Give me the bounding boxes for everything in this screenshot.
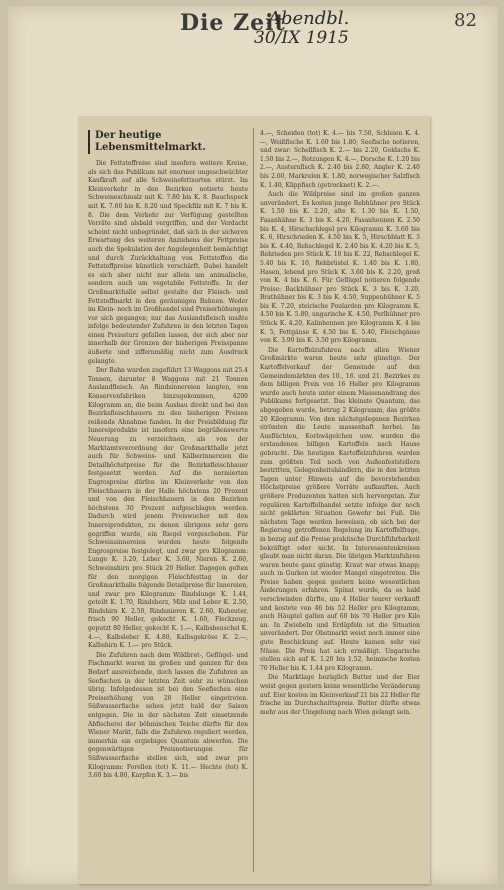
handwritten-edition-note: Abendbl. — [268, 8, 350, 29]
article-paragraph: Auch die Wildpreise sind im großen ganzen unverändert. Es kosten junge Rebhühner pro Stück K. 1.50 bis K. 2.20, alte K. 1.30 bis K. 1.50, Fasanhähne K. 3 bis K. 4.20, Fasanhennen K. 2.50 bis K. 4, Hirschschlegel pro Kilogramm K. 3.60 bis K. 6, Hirschrieden K. 4.50 bis K. 5, Hirschblatt K. 3 bis K. 4.40, Rehschlegel K. 2.40 bis K. 4.20 bis K. 5, Rehrieden pro Stück K. 10 bis K. 22, Rehschlegel K. 5.40 bis K. 10, Rehbrüstel K. 1.40 bis K. 1.80, Hasen, lebend pro Stück K. 3.60 bis K. 2.20, groß von K. 4 bis K. 6. Für Geflügel notieren folgende Preise: Backhühner pro Stück K. 3 bis K. 3.20, Brathühner bis K. 3 bis K. 4.50, Suppenhühner K. 5 bis K. 7.20, steirische Poularden pro Kilogramm K. 4.50 bis K. 5.80, ungarische K. 4.50, Perlhühner pro Stück K. 4.20, Kalinhennen pro Kilogramm K. 4 bis K. 5, Fettgänse K. 4.50 bis K. 5.40, Fleischgänse von K. 3.90 bis K. 3.50 pro Kilogramm. — [260, 191, 420, 345]
page-number: 82 — [454, 10, 477, 31]
newspaper-name: Die Zeit — [180, 10, 286, 36]
sheet-header — [8, 6, 498, 56]
article-column-left — [88, 130, 248, 870]
article-paragraph: Der Bahn wurden zugeführt 13 Waggons mit 25.4 Tonnen, darunter 8 Waggons mit 21 Tonnen Auslandfleisch. An Rindsinnereien langten, von Konservenfabriken hinzugekommen, 4200 Kilogramm an, die beim Ausbau direkt und bei den Bezirksfleischhauern zu den bisherigen Preisen reißende Abnahme fanden. In der Preisbildung für Innereiprodukte ist insofern eine begrüßenswerte Neuerung zu verzeichnen, als von der Marktamtsverordnung der Großmarkthalle jetzt auch für Schweins- und Kälberinnereien die Detailhöchstpreise für die Bezirksfleischhauer festgesetzt werden. Auf die normierten Engrospreise dürfen im Kleinverkehr von den Fleischhauern in der Halle höchstens 20 Prozent und von den Fleischhauern in den Bezirken höchstens 30 Prozent aufgeschlagen werden. Dadurch wird jenem Preiswucher mit den Innereiprodukten, zu denen übrigens sehr gern gegriffen wurde, ein Riegel vorgeschoben. Für Schweinsinnereien wurden heute folgende Engrospreise festgelegt, und zwar pro Kilogramm: Lunge K. 3.20, Leber K. 3.60, Nieren K. 2.60, Schweinshirn pro Stück 20 Heller. Dagegen gelten für den morgigen Fleischfesttag in der Großmarkthalle folgende Detailpreise für Innereien, und zwar pro Kilogramm: Rindslunge K. 1.44, geteilt K. 1.70, Rindsherz, Milz und Leber K. 2.50, Rindshirn K. 2.50, Rindsnieren K. 2.60, Kuheuter, frisch 90 Heller, gekocht K. 1.60, Fleckzeug, geputzt 80 Heller, gekocht K. 1.—, Kalbsbeuschel K. 4.—, Kalbsleber K. 4.80, Kalbsgekröse K. 2.—, Kalbshirn K. 1.— pro Stück. — [88, 367, 248, 650]
article-paragraph: Die Zufuhren nach dem Wildbret-, Geflügel- und Fischmarkt waren im großen und ganzen für den Bedarf ausreichende, doch lassen die Zufuhren an Seefischen in der letzten Zeit sehr zu wünschen übrig. Infolgedessen ist bei den Seefischen eine Preiserhöhung von 20 Heller eingetreten. Süßwasserfische sehen jetzt bald der Saison entgegen. Die in der nächsten Zeit einsetzende Abfischerei der böhmischen Teiche dürfte für den Wiener Markt, falls die Zufuhren reguliert werden, immerhin ein ergiebiges Quantum abwerfen. Die gegenwärtigen Preisnotierungen für Süßwasserfische stellen sich, und zwar pro Kilogramm: Forellen (tot) K. 11.— Hechte (tot) K. 3.60 bis 4.80, Karpfen K. 3.— bis — [88, 651, 248, 780]
handwritten-date-note: 30/IX 1915 — [254, 28, 349, 48]
article-title: Der heutige Lebensmittelmarkt. — [88, 130, 248, 154]
newspaper-clipping — [78, 116, 430, 884]
article-column-right — [260, 130, 420, 870]
article-paragraph: Die Kartoffelzufuhren nach allen Wiener Großmärkte waren heute sehr günstige. Der Kartoffelverkauf der Gemeinde auf den Gemeindemärkten des 10., 16. und 21. Bezirkes zu dem billigen Preis von 16 Heller pro Kilogramm wurde auch heute unter einem Massenandrang des Publikums fortgesetzt. Das kleinste Quantum, das abgegeben wurde, betrug 2 Kilogramm, das größte 20 Kilogramm. Von den nächstgelegenen Bezirken strömten die Leute massenhaft herbei. Im Ausflüchten, Korbwägelchen usw. wurden die erstandenen billigen Kartoffeln nach Hause gebracht. Die heutigen Kartoffelzufuhren wurden zum größten Teil noch von Außenfeststellern bestritten, Gelegenheitshändlern, die in den letzten Tagen unter Hinweis auf die bevorstehenden Höchstpreise größere Vorräte aufkauften. Auch größere Produzenten hatten sich hervorgetan. Zur regulären Kartoffelhandel setzte infolge der noch nicht geklärten Situation Gewehr bei Fuß. Die nächsten Tage werden beweisen, ob sich bei der Regierung getroffenen Regelung im Kartoffelfrage, in bezug auf die Preise praktische Durchführbarkeit bekräftigt oder nicht. In Interessentenkreisen glaubt man nicht daran. Die übrigen Marktzufuhren waren heute ganz günstig. Kraut war etwas knapp; auch in Gurken ist wieder Mangel eingetreten. Die Preise haben gegen gestern keine wesentlichen Änderungen erfahren. Spinat wurde, da es bald verschwinden dürfte, um 4 Heller teurer verkauft und kostete von 46 bis 52 Heller pro Kilogramm, auch Häuptel galten auf 60 bis 70 Heller pro Kilo an. In Zwiebeln und Erdäpfeln ist die Situation unverändert. Der Obstmarkt weist noch immer eine gute Beschickung auf. Heute kamen sehr viel Nüsse. Die Preis hat sich ermäßigt. Ungarische stellen sich auf K. 1.20 bis 1.52, heimische kosten 70 Heller bis K. 1.44 pro Kilogramm. — [260, 346, 420, 672]
article-paragraph: 4.—, Scheiden (tot) K. 4.— bis 7.50, Schleien K. 4.—, Weißfische K. 1.60 bis 1.80; Seefische notieren, und zwar: Schellfisch K. 2.— bis 2.20, Goldachs K. 1.50 bis 2.—, Rotzungen K. 4.—, Dorsche K. 1.20 bis 2.—, Austernfisch K. 2.40 bis 2.80, Angler K. 2.40 bis 2.60, Markrelen K. 1.80, norwegischer Salzfisch K. 1.40, Klippfisch (getrocknet) K. 2.—. — [260, 130, 420, 189]
archive-sheet — [8, 6, 498, 884]
article-paragraph: Die Marktlage bezüglich Butter und der Eier weist gegen gestern keine wesentliche Veränderung auf. Eier kosten im Kleinverkauf 21 bis 22 Heller für frische im Durchschnittspreis. Butter dürfte etwas mehr aus der Umgebung nach Wien gelangt sein. — [260, 674, 420, 716]
column-divider — [253, 128, 254, 872]
article-paragraph: Die Fettstoffreise sind insofern weitere Kreise, als sich das Publikum mit enormer ungeschwächter Kaufkraft auf alle Schweinefettsorten stürzt. Im Kleinverkehr in den Bezirken notierte heute Schweineschmalz mit K. 7.80 bis K. 8. Bauchspeck mit K. 7.60 bis K. 8.20 und Speckfilz mit K. 7 bis K. 8. Die dem Verkehr zur Verfügung gestellten Vorräte sind alsbald vergriffen, und der Verdacht scheint nicht unbegründet, daß sich in der sicheren Erwartung des weiteren Anziehens der Fettpreise auch die Spekulation der Angelegenheit bemächtigt und durch Zurückhaltung von Fettstoffen die Fettstoffpreise künstlich verschärft. Dabei handelt es sich aber nicht nur allein um animalische, sondern auch um vegetabile Fettstoffe. In der Großmarkthalle selbst gestalte der Fleisch- und Fettstoffmarkt in den geräumigen Bahnen. Weder im Klein- noch im Großhandel sind Preiserhöhungen vor sich gegangen; nur das Auslandsfleisch mußte infolge bedeutender Zufuhren in den letzten Tagen einen Preissturz gefallen lassen, der sich aber nur innerhalb der Grenzen der bisherigen Preisspanne äußerte und ziffernmäßig nicht zum Ausdruck gelangte. — [88, 160, 248, 365]
